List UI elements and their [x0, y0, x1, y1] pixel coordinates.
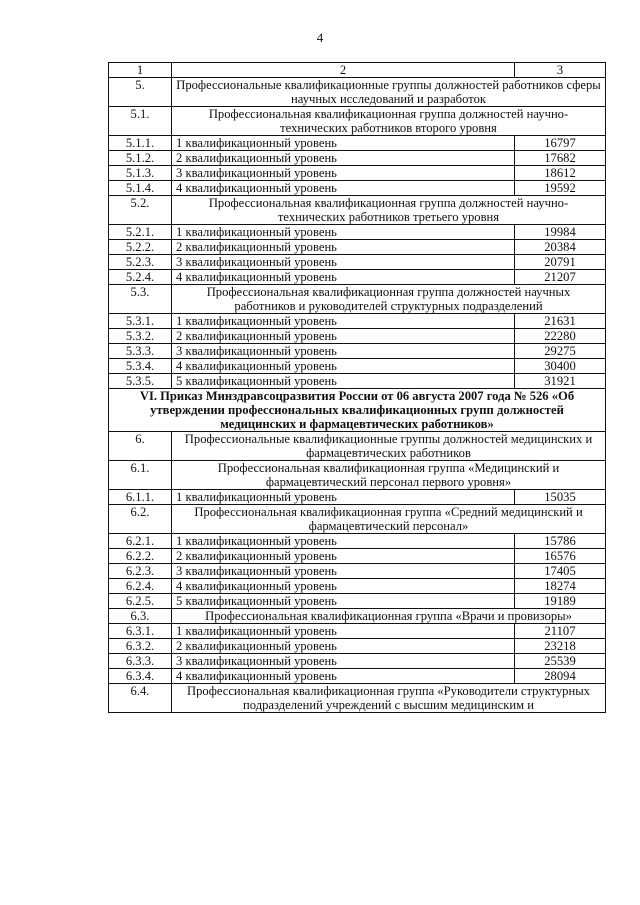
level-name: 2 квалификационный уровень [172, 549, 515, 564]
table-row [109, 166, 606, 181]
page-number: 4 [316, 30, 324, 45]
group-row [109, 107, 606, 136]
group-title: Профессиональные квалификационные группы должностей работников сферы научных исследований и разработок [172, 78, 606, 107]
salary-value: 15035 [515, 490, 606, 505]
row-number: 5.1.4. [109, 181, 172, 196]
table-row [109, 181, 606, 196]
row-number: 5.1. [109, 107, 172, 136]
table-row [109, 534, 606, 549]
salary-value: 20384 [515, 240, 606, 255]
row-number: 6.2. [109, 505, 172, 534]
row-number: 5.3.5. [109, 374, 172, 389]
table-row [109, 654, 606, 669]
group-row [109, 505, 606, 534]
row-number: 6.3. [109, 609, 172, 624]
level-name: 4 квалификационный уровень [172, 181, 515, 196]
salary-value: 15786 [515, 534, 606, 549]
group-title: Профессиональная квалификационная группа должностей научно-технических работников второго уровня [172, 107, 606, 136]
salary-value: 17682 [515, 151, 606, 166]
row-number: 6.3.2. [109, 639, 172, 654]
level-name: 2 квалификационный уровень [172, 151, 515, 166]
row-number: 5.2.2. [109, 240, 172, 255]
level-name: 4 квалификационный уровень [172, 579, 515, 594]
level-name: 5 квалификационный уровень [172, 594, 515, 609]
salary-value: 18612 [515, 166, 606, 181]
level-name: 2 квалификационный уровень [172, 639, 515, 654]
table-row [109, 151, 606, 166]
group-title: Профессиональная квалификационная группа «Средний медицинский и фармацевтический персонал» [172, 505, 606, 534]
table-row [109, 225, 606, 240]
row-number: 5.1.2. [109, 151, 172, 166]
level-name: 3 квалификационный уровень [172, 654, 515, 669]
salary-value: 19189 [515, 594, 606, 609]
group-title: Профессиональная квалификационная группа «Врачи и провизоры» [172, 609, 606, 624]
section-heading: VI. Приказ Минздравсоцразвития России от 06 августа 2007 года № 526 «Об утверждении профессиональных квалификационных групп должностей медицинских и фармацевтических работников» [109, 389, 606, 432]
row-number: 6.2.1. [109, 534, 172, 549]
level-name: 3 квалификационный уровень [172, 564, 515, 579]
table-row [109, 314, 606, 329]
table-row [109, 624, 606, 639]
row-number: 6.2.5. [109, 594, 172, 609]
row-number: 5. [109, 78, 172, 107]
row-number: 6.3.3. [109, 654, 172, 669]
table-row [109, 270, 606, 285]
table-row [109, 240, 606, 255]
row-number: 6.3.4. [109, 669, 172, 684]
group-title: Профессиональная квалификационная группа должностей научных работников и руководителей структурных подразделений [172, 285, 606, 314]
group-row [109, 684, 606, 713]
salary-value: 28094 [515, 669, 606, 684]
level-name: 1 квалификационный уровень [172, 534, 515, 549]
row-number: 6.2.3. [109, 564, 172, 579]
salary-value: 21207 [515, 270, 606, 285]
table-row [109, 564, 606, 579]
salary-value: 22280 [515, 329, 606, 344]
salary-value: 21631 [515, 314, 606, 329]
group-row [109, 461, 606, 490]
level-name: 3 квалификационный уровень [172, 255, 515, 270]
row-number: 5.1.1. [109, 136, 172, 151]
row-number: 6.4. [109, 684, 172, 713]
table-row [109, 136, 606, 151]
salary-value: 25539 [515, 654, 606, 669]
header-cell-2: 2 [172, 63, 515, 78]
row-number: 6.1.1. [109, 490, 172, 505]
table-header-row [109, 63, 606, 78]
table-row [109, 344, 606, 359]
level-name: 2 квалификационный уровень [172, 329, 515, 344]
level-name: 1 квалификационный уровень [172, 314, 515, 329]
group-row [109, 78, 606, 107]
header-cell-1: 1 [109, 63, 172, 78]
group-title: Профессиональная квалификационная группа «Руководители структурных подразделений учреждений с высшим медицинским и [172, 684, 606, 713]
table-row [109, 359, 606, 374]
level-name: 4 квалификационный уровень [172, 270, 515, 285]
group-row [109, 285, 606, 314]
level-name: 1 квалификационный уровень [172, 136, 515, 151]
level-name: 1 квалификационный уровень [172, 225, 515, 240]
table-row [109, 490, 606, 505]
row-number: 5.3.1. [109, 314, 172, 329]
salary-value: 30400 [515, 359, 606, 374]
level-name: 1 квалификационный уровень [172, 624, 515, 639]
salary-value: 18274 [515, 579, 606, 594]
row-number: 5.2.1. [109, 225, 172, 240]
table-row [109, 579, 606, 594]
salary-value: 31921 [515, 374, 606, 389]
salary-value: 20791 [515, 255, 606, 270]
row-number: 5.3.4. [109, 359, 172, 374]
row-number: 5.2.3. [109, 255, 172, 270]
table-row [109, 639, 606, 654]
salary-value: 29275 [515, 344, 606, 359]
table-row [109, 549, 606, 564]
salary-table [108, 62, 606, 713]
level-name: 1 квалификационный уровень [172, 490, 515, 505]
row-number: 5.3.3. [109, 344, 172, 359]
group-row [109, 609, 606, 624]
salary-value: 21107 [515, 624, 606, 639]
level-name: 5 квалификационный уровень [172, 374, 515, 389]
section-row [109, 389, 606, 432]
table-row [109, 669, 606, 684]
table-row [109, 374, 606, 389]
level-name: 3 квалификационный уровень [172, 166, 515, 181]
row-number: 5.2.4. [109, 270, 172, 285]
table-row [109, 594, 606, 609]
table-row [109, 255, 606, 270]
row-number: 5.3.2. [109, 329, 172, 344]
table-row [109, 329, 606, 344]
row-number: 5.1.3. [109, 166, 172, 181]
row-number: 5.3. [109, 285, 172, 314]
row-number: 5.2. [109, 196, 172, 225]
group-title: Профессиональные квалификационные группы должностей медицинских и фармацевтических работников [172, 432, 606, 461]
level-name: 4 квалификационный уровень [172, 669, 515, 684]
salary-value: 16576 [515, 549, 606, 564]
salary-value: 19984 [515, 225, 606, 240]
salary-value: 19592 [515, 181, 606, 196]
row-number: 6.1. [109, 461, 172, 490]
level-name: 4 квалификационный уровень [172, 359, 515, 374]
row-number: 6. [109, 432, 172, 461]
group-title: Профессиональная квалификационная группа «Медицинский и фармацевтический персонал первого уровня» [172, 461, 606, 490]
salary-value: 17405 [515, 564, 606, 579]
level-name: 2 квалификационный уровень [172, 240, 515, 255]
header-cell-3: 3 [515, 63, 606, 78]
level-name: 3 квалификационный уровень [172, 344, 515, 359]
group-row [109, 432, 606, 461]
group-row [109, 196, 606, 225]
row-number: 6.2.4. [109, 579, 172, 594]
salary-value: 16797 [515, 136, 606, 151]
row-number: 6.2.2. [109, 549, 172, 564]
salary-value: 23218 [515, 639, 606, 654]
group-title: Профессиональная квалификационная группа должностей научно-технических работников третьего уровня [172, 196, 606, 225]
row-number: 6.3.1. [109, 624, 172, 639]
